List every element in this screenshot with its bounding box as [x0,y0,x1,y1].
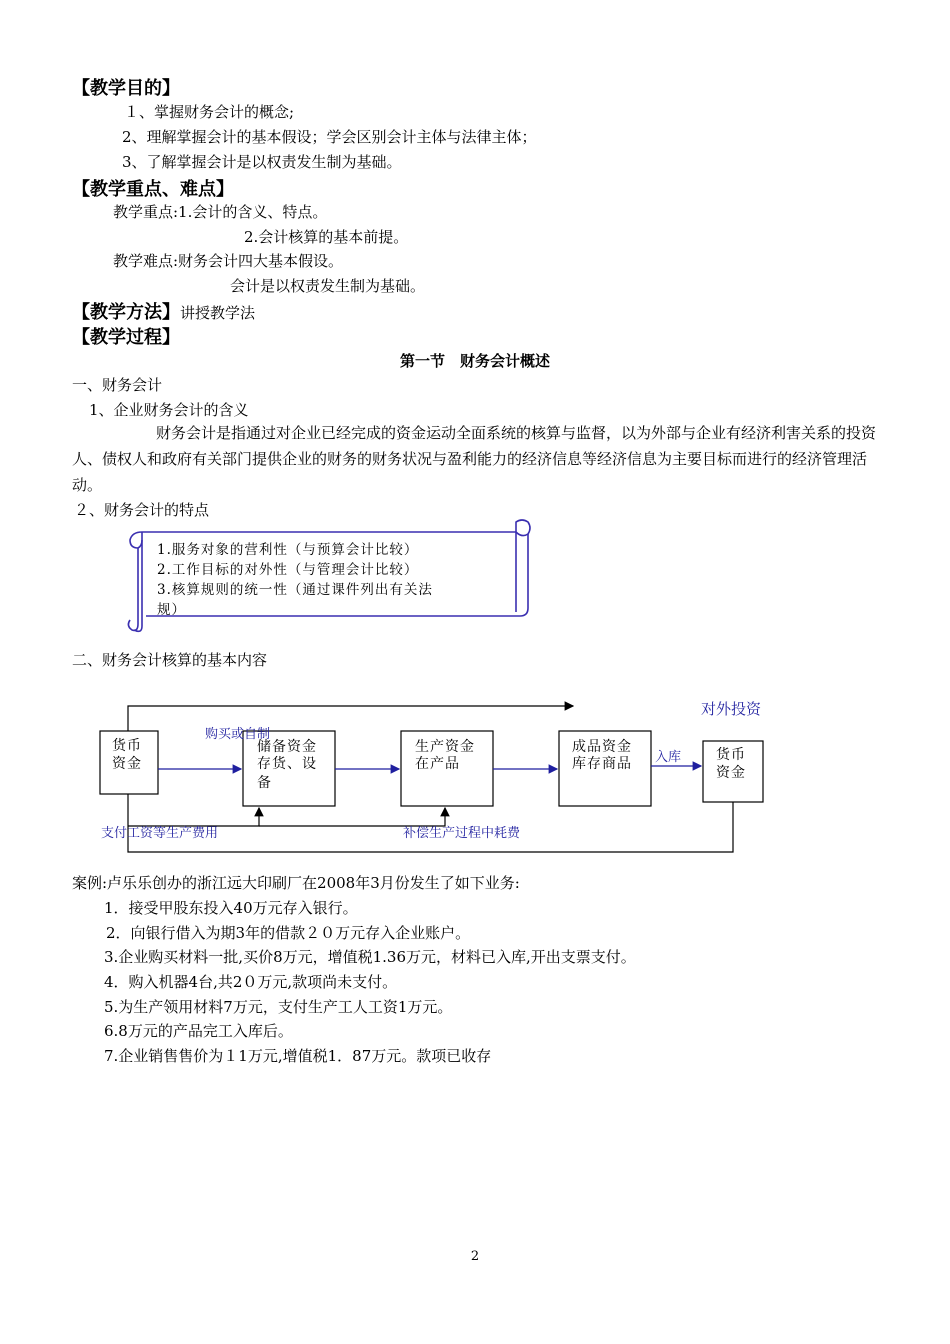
focus-line-2: 2.会计核算的基本前提。 [244,228,409,246]
case-item-5: 5.为生产领用材料7万元，支付生产工人工资1万元。 [104,998,453,1016]
section-title: 第一节 财务会计概述 [399,352,550,370]
box2-line-2: 存货、设 [257,756,317,772]
heading-key-points: 【教学重点、难点】 [72,179,234,200]
part1-sub1: 1、企业财务会计的含义 [89,401,249,419]
heading-objectives: 【教学目的】 [72,78,180,99]
case-item-6: 6.8万元的产品完工入库后。 [104,1022,293,1040]
method-value: 讲授教学法 [180,304,256,322]
part1-title: 一、财务会计 [72,376,163,394]
box5-line-2: 资金 [716,765,746,781]
box2-line-3: 备 [257,775,272,791]
case-intro: 案例:卢乐乐创办的浙江远大印刷厂在2008年3月份发生了如下业务: [72,874,520,892]
objective-item-2: 2、理解掌握会计的基本假设；学会区别会计主体与法律主体； [122,128,537,146]
page-number: 2 [470,1249,480,1264]
box4-line-2: 库存商品 [572,756,632,772]
box2-line-1: 储备资金 [257,739,317,755]
label-outward-investment: 对外投资 [701,700,762,718]
box3-line-1: 生产资金 [415,739,475,755]
box4-line-1: 成品资金 [572,739,632,755]
focus-line-1: 教学重点:1.会计的含义、特点。 [113,203,328,221]
case-item-2: 2．向银行借入为期3年的借款２０万元存入企业账户。 [106,924,471,942]
heading-method: 【教学方法】 [72,302,180,323]
case-item-4: 4．购入机器4台,共2０万元,款项尚未支付。 [104,973,398,991]
capital-flow-diagram [0,690,950,870]
case-item-1: 1．接受甲股东投入40万元存入银行。 [104,899,358,917]
part2-title: 二、财务会计核算的基本内容 [72,651,268,669]
feature-item-2: 2.工作目标的对外性（与管理会计比较） [157,562,419,578]
feature-item-3: 3.核算规则的统一性（通过课件列出有关法 [157,582,433,598]
objective-item-1: １、掌握财务会计的概念; [124,103,295,121]
method-line [72,298,255,324]
box1-line-2: 资金 [112,756,142,772]
part1-sub2: ２、财务会计的特点 [74,501,210,519]
feature-item-1: 1.服务对象的营利性（与预算会计比较） [157,542,419,558]
box3-line-2: 在产品 [415,756,460,772]
objective-item-3: 3、了解掌握会计是以权责发生制为基础。 [122,153,402,171]
difficulty-line-2: 会计是以权责发生制为基础。 [230,277,426,295]
arrow-outward-investment [128,706,573,731]
box5-line-1: 货币 [716,747,746,763]
case-item-3: 3.企业购买材料一批,买价8万元，增值税1.36万元，材料已入库,开出支票支付。 [104,948,636,966]
heading-process: 【教学过程】 [72,327,180,348]
label-wages: 支付工资等生产费用 [101,826,219,841]
label-warehouse: 入库 [655,750,682,765]
definition-paragraph: 财务会计是指通过对企业已经完成的资金运动全面系统的核算与监督，以为外部与企业有经济利害关系的投资人、债权人和政府有关部门提供企业的财务的财务状况与盈利能力的经济信息等经济信息为主要目标而进行的经济管理活动。 [72,424,877,494]
box1-line-1: 货币 [112,738,142,754]
case-item-7: 7.企业销售售价为１1万元,增值税1．87万元。款项已收存 [104,1047,492,1065]
difficulty-line-1: 教学难点:财务会计四大基本假设。 [113,252,344,270]
feature-item-4: 规） [157,602,186,618]
label-compensate: 补偿生产过程中耗费 [403,826,521,841]
label-purchase: 购买或自制 [205,727,271,742]
